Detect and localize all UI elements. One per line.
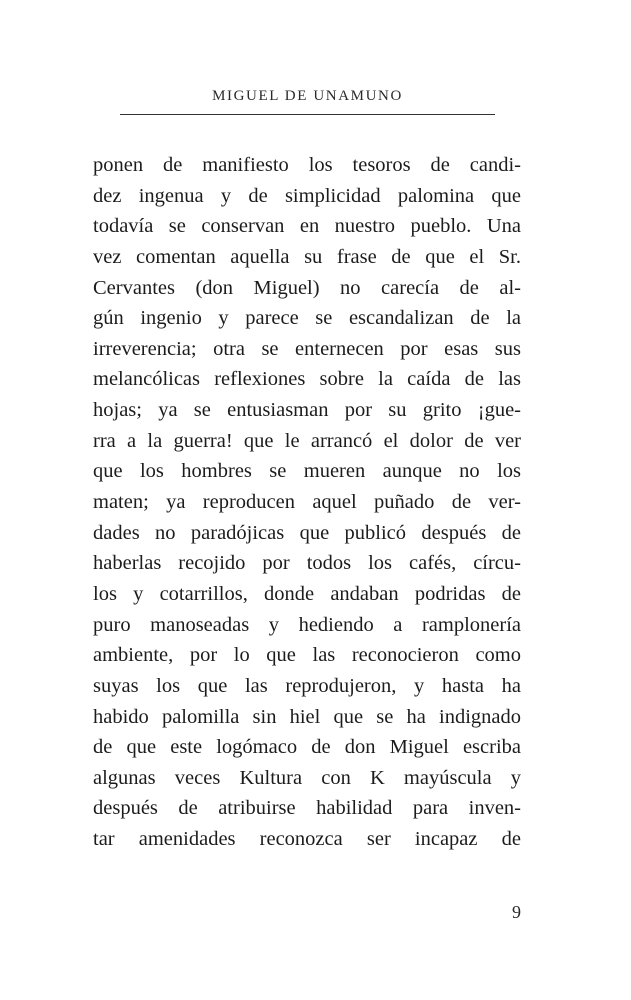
page-number: 9 xyxy=(512,902,521,922)
text-line: algunas veces Kultura con K mayúscula y xyxy=(93,766,521,789)
body-text xyxy=(93,150,521,855)
text-line: melancólicas reflexiones sobre la caída de las xyxy=(93,368,521,391)
text-line: habido palomilla sin hiel que se ha indignado xyxy=(93,705,521,728)
text-line: dez ingenua y de simplicidad palomina que xyxy=(93,184,521,207)
text-line: después de atribuirse habilidad para inven- xyxy=(93,797,521,820)
text-line: hojas; ya se entusiasman por su grito ¡gue- xyxy=(93,399,521,422)
text-line: dades no paradójicas que publicó después de xyxy=(93,521,521,544)
text-line: los y cotarrillos, donde andaban podridas de xyxy=(93,582,521,605)
text-line: ambiente, por lo que las reconocieron como xyxy=(93,644,521,667)
text-line: ponen de manifiesto los tesoros de candi- xyxy=(93,154,521,176)
text-line: maten; ya reproducen aquel puñado de ver- xyxy=(93,491,521,514)
text-line: rra a la guerra! que le arrancó el dolor de ver xyxy=(93,429,521,452)
text-line: gún ingenio y parece se escandalizan de la xyxy=(93,307,521,330)
text-line: haberlas recojido por todos los cafés, círcu- xyxy=(93,552,521,575)
text-line: de que este logómaco de don Miguel escriba xyxy=(93,736,521,759)
running-head-title: MIGUEL DE UNAMUNO xyxy=(212,88,403,104)
text-line: suyas los que las reprodujeron, y hasta ha xyxy=(93,674,521,697)
text-line: Cervantes (don Miguel) no carecía de al- xyxy=(93,276,521,299)
text-line: todavía se conservan en nuestro pueblo. Una xyxy=(93,215,521,238)
text-line: vez comentan aquella su frase de que el Sr. xyxy=(93,245,521,268)
text-line: puro manoseadas y hediendo a ramplonería xyxy=(93,613,521,636)
text-line: tar amenidades reconozca ser incapaz de xyxy=(93,828,521,851)
header-rule xyxy=(120,114,495,115)
text-line: irreverencia; otra se enternecen por esas sus xyxy=(93,337,521,360)
text-line: que los hombres se mueren aunque no los xyxy=(93,460,521,483)
